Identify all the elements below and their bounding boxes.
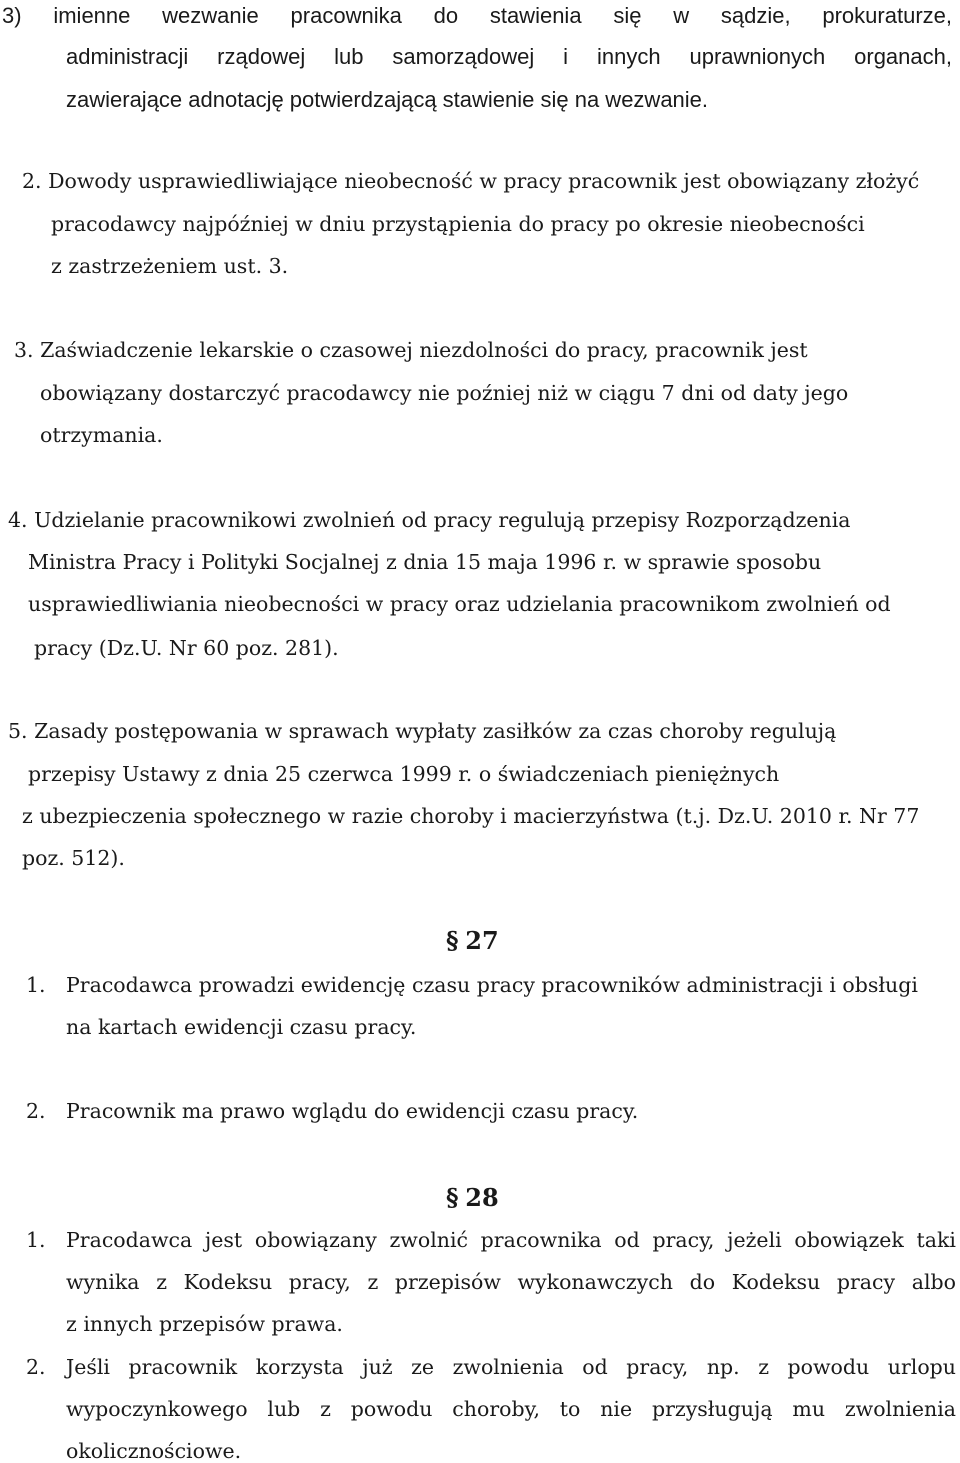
text-line: administracji rządowej lub samorządowej i innych uprawnionych organach, <box>66 44 952 69</box>
section-mark: § <box>446 1183 459 1212</box>
text-line: wynika z Kodeksu pracy, z przepisów wykonawczych do Kodeksu pracy albo <box>66 1270 956 1294</box>
section-heading <box>446 926 499 955</box>
section-heading <box>446 1183 499 1212</box>
item-number: 1. <box>26 973 46 997</box>
section-mark: § <box>446 926 459 955</box>
text-line: 5. Zasady postępowania w sprawach wypłaty zasiłków za czas choroby regulują <box>8 719 837 743</box>
text-line: zawierające adnotację potwierdzającą stawienie się na wezwanie. <box>66 87 709 112</box>
text-line: Jeśli pracownik korzysta już ze zwolnienia od pracy, np. z powodu urlopu <box>66 1355 956 1379</box>
text-line: z innych przepisów prawa. <box>66 1312 343 1336</box>
text-line: Ministra Pracy i Polityki Socjalnej z dnia 15 maja 1996 r. w sprawie sposobu <box>28 550 822 574</box>
item-number: 1. <box>26 1228 46 1252</box>
text-line: przepisy Ustawy z dnia 25 czerwca 1999 r. o świadczeniach pieniężnych <box>28 762 780 786</box>
text-line: z ubezpieczenia społecznego w razie choroby i macierzyństwa (t.j. Dz.U. 2010 r. Nr 77 <box>22 804 920 828</box>
text-line: poz. 512). <box>22 846 125 870</box>
text-line: 3) imienne wezwanie pracownika do stawienia się w sądzie, prokuraturze, <box>2 3 952 28</box>
text-line: okolicznościowe. <box>66 1439 242 1463</box>
text-line: otrzymania. <box>40 423 163 447</box>
item-number: 2. <box>26 1355 46 1379</box>
text-line: pracodawcy najpóźniej w dniu przystąpienia do pracy po okresie nieobecności <box>51 212 865 236</box>
text-line: 3. Zaświadczenie lekarskie o czasowej niezdolności do pracy, pracownik jest <box>14 338 808 362</box>
section-number: 27 <box>465 926 499 955</box>
text-line: wypoczynkowego lub z powodu choroby, to nie przysługują mu zwolnienia <box>66 1397 956 1421</box>
text-line: 2. Dowody usprawiedliwiające nieobecność w pracy pracownik jest obowiązany złożyć <box>22 169 920 193</box>
text-line: na kartach ewidencji czasu pracy. <box>66 1015 417 1039</box>
text-line: 4. Udzielanie pracownikowi zwolnień od pracy regulują przepisy Rozporządzenia <box>8 508 851 532</box>
text-line: z zastrzeżeniem ust. 3. <box>51 254 289 278</box>
item-number: 2. <box>26 1099 46 1123</box>
text-line: Pracodawca prowadzi ewidencję czasu pracy pracowników administracji i obsługi <box>66 973 918 997</box>
text-line: Pracownik ma prawo wglądu do ewidencji czasu pracy. <box>66 1099 639 1123</box>
section-number: 28 <box>465 1183 499 1212</box>
text-line: Pracodawca jest obowiązany zwolnić pracownika od pracy, jeżeli obowiązek taki <box>66 1228 956 1252</box>
text-line: usprawiedliwiania nieobecności w pracy oraz udzielania pracownikom zwolnień od <box>28 592 891 616</box>
text-line: pracy (Dz.U. Nr 60 poz. 281). <box>34 636 339 660</box>
text-line: obowiązany dostarczyć pracodawcy nie poźniej niż w ciągu 7 dni od daty jego <box>40 381 849 405</box>
